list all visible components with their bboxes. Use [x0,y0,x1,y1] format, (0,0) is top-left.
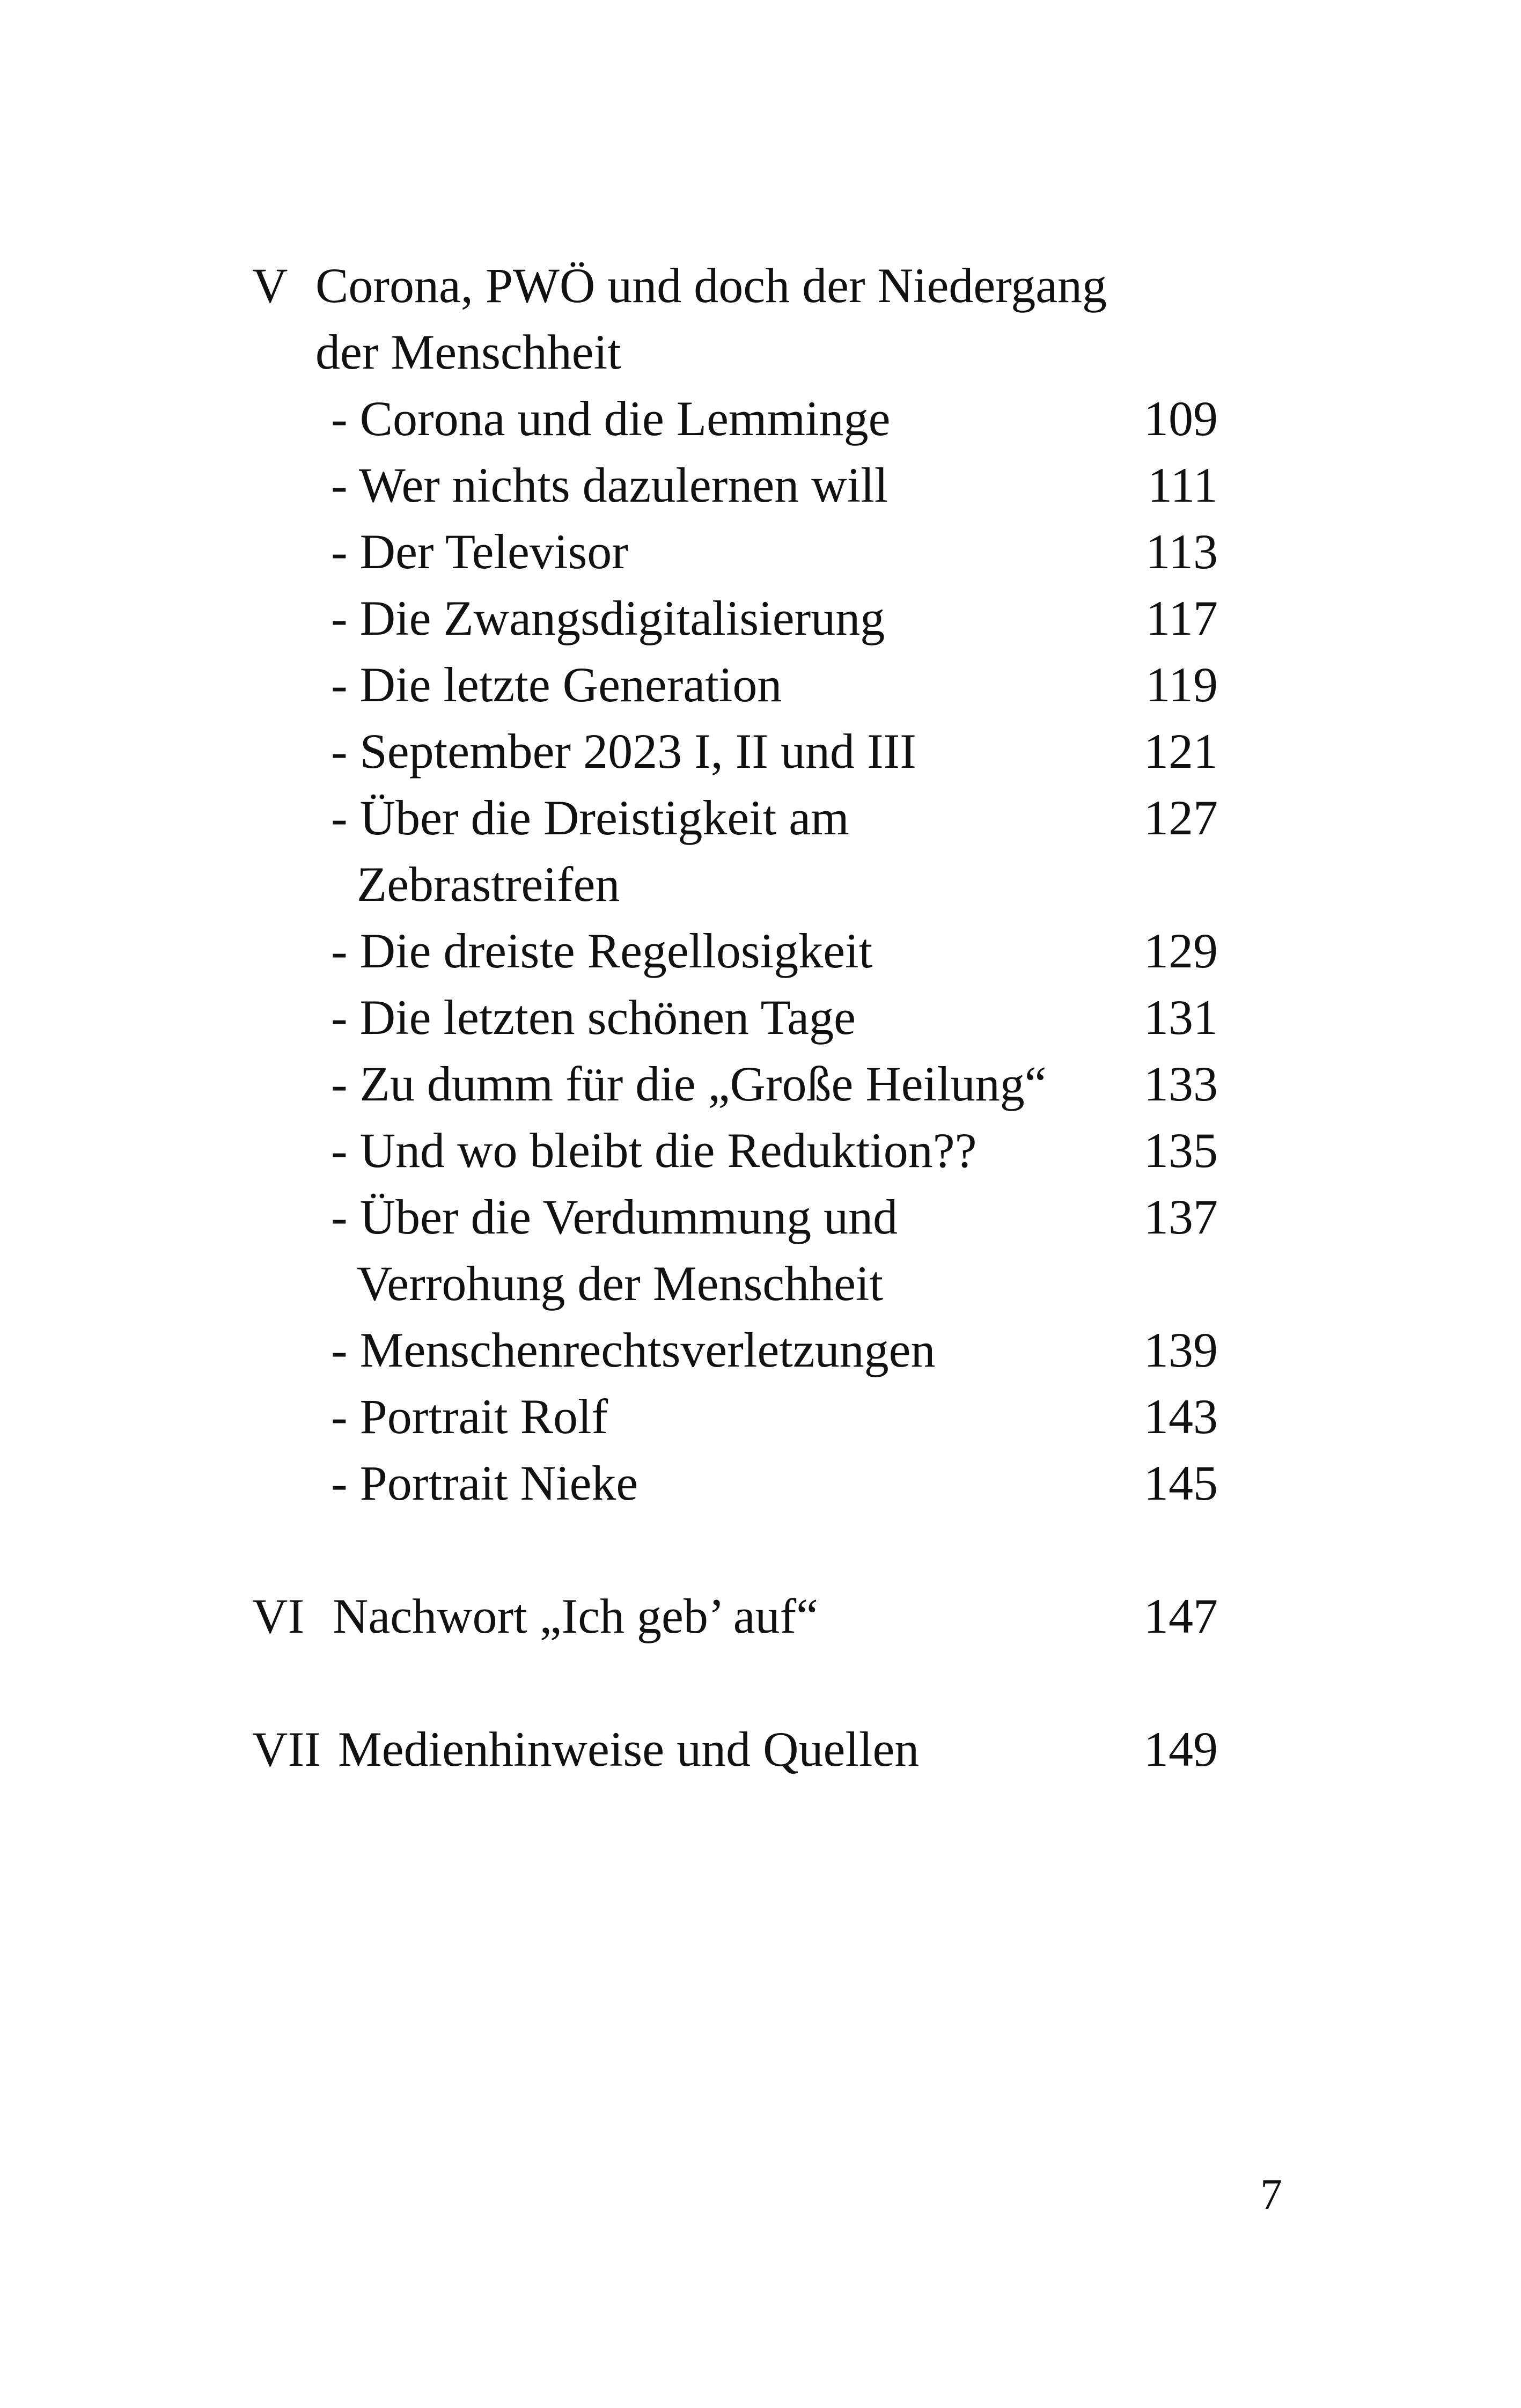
entry-title: - Der Televisor [331,524,628,579]
entry-title: - Die dreiste Regellosigkeit [331,923,873,978]
page-number: 7 [1260,2170,1282,2219]
section-header [252,1583,1218,1649]
table-of-contents [252,252,1218,1782]
entry-title-line2: Zebrastreifen [357,857,620,912]
entry-title: - Wer nichts dazulernen will [331,458,888,512]
entry-title: - Über die Verdummung und [331,1190,898,1244]
toc-entry [252,452,1218,518]
entry-title: - Menschenrechtsverletzungen [331,1323,936,1377]
section-title: Medienhinweise und Quellen [338,1722,920,1776]
entry-page-number: 109 [1144,391,1218,446]
entry-page-number: 117 [1145,591,1218,645]
entry-page-number: 129 [1144,923,1218,978]
toc-entry [252,385,1218,452]
entry-page-number: 135 [1144,1123,1218,1178]
toc-entry [252,984,1218,1051]
section-title: Corona, PWÖ und doch der Niedergang [315,258,1107,313]
entry-title-line2: Verrohung der Menschheit [357,1256,884,1311]
toc-entry [252,1450,1218,1516]
section-number: VI [252,1589,305,1643]
entry-page-number: 127 [1144,790,1218,845]
entry-page-number: 111 [1147,458,1218,512]
section-title-continuation [252,319,1218,385]
toc-entry [252,784,1218,851]
toc-entry [252,1317,1218,1383]
section-page-number: 149 [1144,1722,1218,1776]
section-number: VII [252,1722,321,1776]
toc-entry [252,718,1218,784]
entry-page-number: 139 [1144,1323,1218,1377]
section-title-line2: der Menschheit [315,325,621,379]
toc-entry [252,1117,1218,1184]
entry-page-number: 113 [1145,524,1218,579]
entry-title: - Portrait Nieke [331,1456,638,1510]
entry-title: - September 2023 I, II und III [331,724,916,779]
entry-title: - Corona und die Lemminge [331,391,891,446]
section-header [252,252,1218,319]
section-gap [252,1516,1218,1583]
entry-page-number: 119 [1145,657,1218,712]
entry-title: - Zu dumm für die „Große Heilung“ [331,1056,1047,1111]
entry-title: - Die Zwangsdigitalisierung [331,591,885,645]
entry-title: - Die letzte Generation [331,657,782,712]
entry-title: - Portrait Rolf [331,1389,608,1444]
toc-entry-continuation [252,1250,1218,1317]
entry-title: - Und wo bleibt die Reduktion?? [331,1123,977,1178]
toc-entry [252,585,1218,651]
toc-entry [252,1383,1218,1450]
toc-entry [252,917,1218,984]
entry-page-number: 145 [1144,1456,1218,1510]
entry-title: - Über die Dreistigkeit am [331,790,849,845]
entry-page-number: 143 [1144,1389,1218,1444]
toc-entry [252,518,1218,585]
toc-entry [252,1051,1218,1117]
section-title: Nachwort „Ich geb’ auf“ [333,1589,818,1643]
toc-entry-continuation [252,851,1218,917]
section-header [252,1716,1218,1782]
entry-page-number: 121 [1144,724,1218,779]
entry-page-number: 133 [1144,1056,1218,1111]
toc-entry [252,651,1218,718]
toc-entry [252,1184,1218,1250]
entry-page-number: 131 [1144,990,1218,1045]
entry-page-number: 137 [1144,1190,1218,1244]
section-page-number: 147 [1144,1589,1218,1643]
section-number: V [252,258,288,313]
entry-title: - Die letzten schönen Tage [331,990,856,1045]
section-gap [252,1649,1218,1716]
